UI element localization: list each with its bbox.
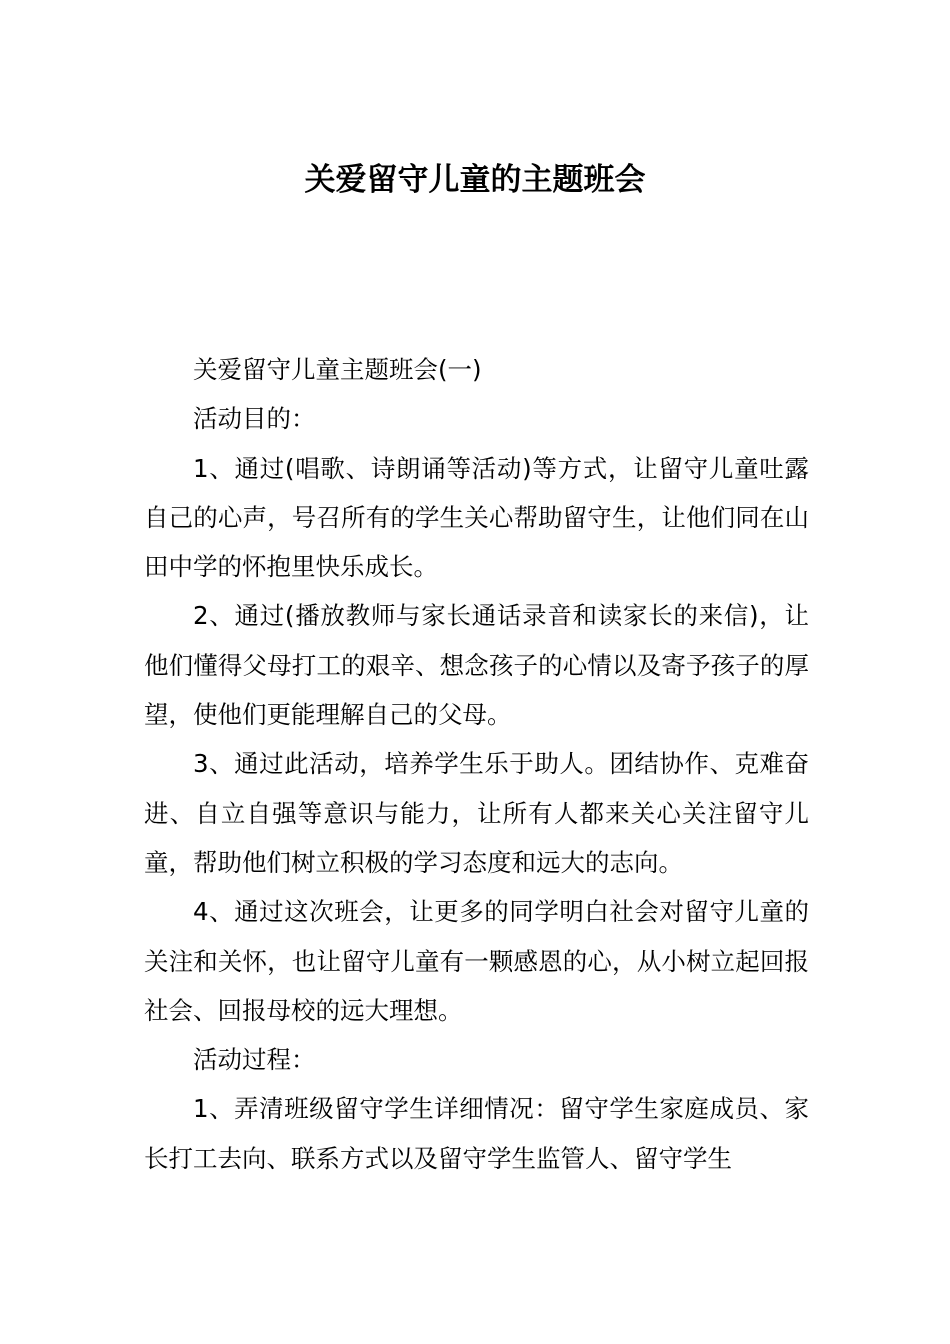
section-heading-purpose: 活动目的：: [193, 404, 316, 434]
document-body: [144, 345, 809, 1183]
process-item-1: 1、弄清班级留守学生详细情况：留守学生家庭成员、家长打工去向、联系方式以及留守学生监管人、留守学生: [144, 1094, 809, 1173]
document-title: 关爱留守儿童的主题班会: [304, 162, 646, 198]
purpose-item-2: 2、通过(播放教师与家长通话录音和读家长的来信)，让他们懂得父母打工的艰辛、想念孩子的心情以及寄予孩子的厚望，使他们更能理解自己的父母。: [144, 601, 809, 730]
section-heading-process: 活动过程：: [193, 1045, 316, 1075]
purpose-item-3: 3、通过此活动，培养学生乐于助人。团结协作、克难奋进、自立自强等意识与能力，让所有人都来关心关注留守儿童，帮助他们树立积极的学习态度和远大的志向。: [144, 749, 809, 877]
subtitle-paragraph: 关爱留守儿童主题班会(一): [193, 355, 482, 384]
purpose-item-4: 4、通过这次班会，让更多的同学明白社会对留守儿童的关注和关怀，也让留守儿童有一颗感恩的心，从小树立起回报社会、回报母校的远大理想。: [144, 897, 809, 1025]
purpose-item-1: 1、通过(唱歌、诗朗诵等活动)等方式，让留守儿童吐露自己的心声，号召所有的学生关心帮助留守生，让他们同在山田中学的怀抱里快乐成长。: [144, 453, 809, 582]
